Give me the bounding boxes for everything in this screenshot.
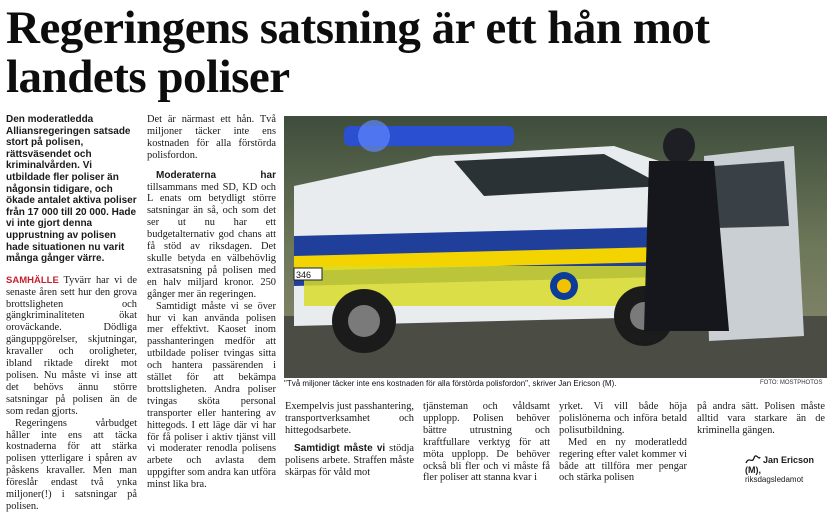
bottom-col-4 — [697, 401, 825, 437]
author-name: Jan Ericson (M), — [745, 455, 815, 475]
bottom-col-1 — [285, 401, 414, 478]
headline: Regeringens satsning är ett hån mot landets poliser — [6, 2, 710, 103]
section-kicker: SAMHÄLLE — [6, 274, 59, 286]
col2-para-2-text: tillsammans med SD, KD och L enats om betydligt större satsningar än så, och som det ser ut nu har ett budgetalternativ god chans att få stöd av riksdagen. Det skulle betyda en välbehövlig extrasatsning på polisen med en halv miljard kronor. 250 gånger mer än regeringen. — [147, 181, 276, 300]
handwriting-icon — [745, 455, 761, 465]
col1-para-2: Regeringens vårbudget håller inte ens att täcka kostnaderna för att stärka polisen ytterligare i spåren av påskens kravaller. Men man föreslår endast två ynka miljoner(!) i satsningar på polisen. — [6, 417, 137, 512]
bottom-subhead: Samtidigt måste vi — [294, 442, 386, 454]
bottom-col1-rest: stödja polisens arbete. Straffen måste skärpas för våld mot — [285, 442, 414, 478]
bottom-col-3 — [559, 401, 687, 484]
police-car-photo — [284, 116, 827, 378]
col1-para-1 — [6, 275, 137, 418]
column-1 — [6, 114, 137, 513]
col1-para-1-text: Tyvärr har vi de senaste åren sett hur den grova brottsligheten och gängkriminaliteten ökat oroväckande. Dödliga gänguppgörelser, skjutningar, kravaller och oroligheter, ibland riktade direkt mot polisen. Nu måste vi inse att det behövs ännu större satsningar på polisen än de som redan gjorts. — [6, 274, 137, 417]
photo-credit: FOTO: MOSTPHOTOS — [760, 380, 823, 386]
bottom-col1-para-2 — [285, 443, 414, 479]
col2-para-2 — [147, 170, 276, 301]
col2-para-1: Det är närmast ett hån. Två miljoner täcker inte ens kostnaden för alla förstörda polisfordon. — [147, 114, 276, 161]
column-2 — [147, 114, 276, 491]
photo-caption: "Två miljoner täcker inte ens kostnaden för alla förstörda polisfordon", skriver Jan Ericson (M). — [284, 379, 617, 388]
author-signature — [745, 455, 830, 485]
bottom-col3-text-a: yrket. Vi vill både höja polislönerna och införa betald polisutbildning. — [559, 401, 687, 436]
police-car-illustration — [284, 116, 827, 378]
bottom-col4-text: på andra sätt. Polisen måste alltid vara starkare än de kriminella gängen. — [697, 401, 825, 436]
col2-para-3: Samtidigt måste vi se över hur vi kan använda polisen mer effektivt. Kaoset inom passhanteringen medför att utbildade poliser tvingas sitta och hantera passärenden i stället för att bekämpa brottsligheten. Andra poliser tvingas sköta personal transporter eller hantering av hittegods. I ett läge där vi har för få poliser i aktiv tjänst vill vi moderater renodla polisens arbete och avlasta dem uppgifter som andra kan utföra minst lika bra. — [147, 300, 276, 491]
ingress: Den moderatledda Alliansregeringen satsade stort på polisen, rättsväsendet och kriminalvården. Vi utbildade fler poliser än någonsin tidigare, och ökade antalet aktiva poliser från 17 000 till 20 000. Hade vi inte gjort denna upprustning av polisen hade situationen nu varit många gånger värre. — [6, 114, 137, 265]
bottom-col1-text: Exempelvis just passhantering, transportverksamhet och hittegodsarbete. — [285, 401, 414, 436]
plate-number: 346 — [296, 270, 312, 280]
bottom-col2-text: tjänsteman och våldsamt upplopp. Polisen behöver bättre utrustning och kraftfullare verktyg för att möta upplopp. De behöver också bli fler och vi måste få fler poliser att stanna kvar i — [423, 401, 550, 484]
bottom-col-2 — [423, 401, 550, 484]
bottom-col3-text-b: Med en ny moderatledd regering efter valet kommer vi både att tillföra mer pengar och stärka polisen — [559, 436, 687, 484]
author-title: riksdagsledamot — [745, 475, 804, 484]
col2-subhead: Moderaterna har — [156, 169, 276, 181]
